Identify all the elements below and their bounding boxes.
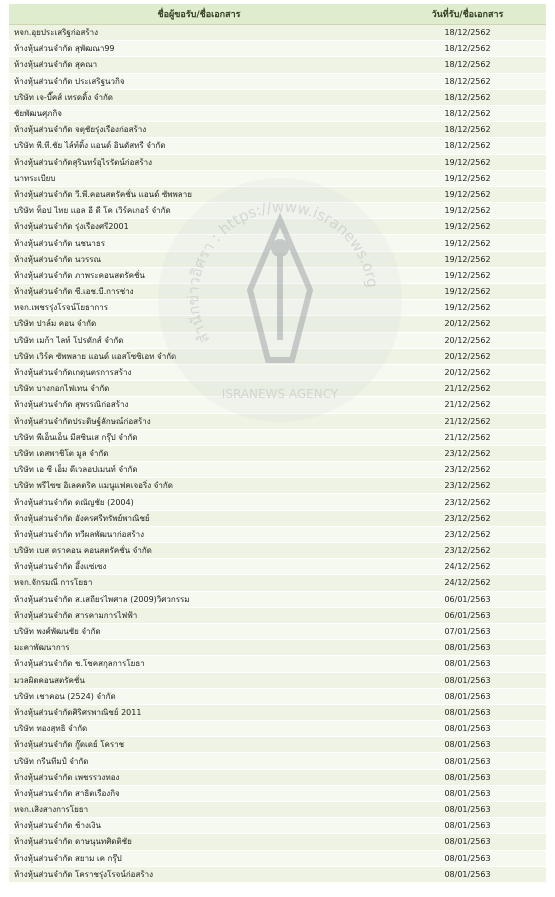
- row-received-date: 20/12/2562: [389, 316, 546, 332]
- row-recipient-name: ห้างหุ้นส่วนจำกัดสุรินทร์อุไรรัตน์ก่อสร้าง: [9, 154, 389, 170]
- table-row: [9, 559, 546, 575]
- row-received-date: 08/01/2563: [389, 850, 546, 866]
- row-recipient-name: บริษัท ทองสุทธิ จำกัด: [9, 721, 389, 737]
- table-row: [9, 138, 546, 154]
- table-row: [9, 122, 546, 138]
- table-row: [9, 413, 546, 429]
- row-recipient-name: บริษัท พีเอ็นเอ็น มีสซินเส กรุ๊ป จำกัด: [9, 429, 389, 445]
- table-row: [9, 429, 546, 445]
- table-row: [9, 478, 546, 494]
- row-recipient-name: หจก.เสิงสางการโยธา: [9, 802, 389, 818]
- row-received-date: 08/01/2563: [389, 769, 546, 785]
- table-row: [9, 25, 546, 41]
- row-received-date: 18/12/2562: [389, 105, 546, 121]
- row-recipient-name: ห้างหุ้นส่วนจำกัดศิริศรพาณิชย์ 2011: [9, 704, 389, 720]
- table-row: [9, 364, 546, 380]
- row-recipient-name: ห้างหุ้นส่วนจำกัด อังครศรีทรัพย์พาณิชย์: [9, 510, 389, 526]
- row-recipient-name: ห้างหุ้นส่วนจำกัด เพชรรวงทอง: [9, 769, 389, 785]
- table-row: [9, 381, 546, 397]
- row-recipient-name: บริษัท เวิร์ค ซัพพลาย แอนด์ แอสโซซิเอท จำกัด: [9, 348, 389, 364]
- row-recipient-name: หจก.เพชรรุ่งโรจน์โยธาการ: [9, 300, 389, 316]
- row-received-date: 08/01/2563: [389, 656, 546, 672]
- table-body: [9, 25, 546, 883]
- row-received-date: 24/12/2562: [389, 559, 546, 575]
- row-recipient-name: ห้างหุ้นส่วนจำกัด นชนาธร: [9, 235, 389, 251]
- row-recipient-name: ห้างหุ้นส่วนจำกัด อึ้งแซ่เซง: [9, 559, 389, 575]
- table-row: [9, 235, 546, 251]
- row-recipient-name: บริษัท เจ-บี๊คส์ เทรดดิ้ง จำกัด: [9, 89, 389, 105]
- row-received-date: 08/01/2563: [389, 688, 546, 704]
- row-recipient-name: ห้างหุ้นส่วนจำกัด นวรรณ: [9, 251, 389, 267]
- row-recipient-name: บริษัท พี.ที.ชัย ไล์ท์ติ้ง แอนด์ อินดัสทรี จำกัด: [9, 138, 389, 154]
- row-received-date: 08/01/2563: [389, 640, 546, 656]
- row-received-date: 23/12/2562: [389, 510, 546, 526]
- row-received-date: 08/01/2563: [389, 785, 546, 801]
- row-recipient-name: บริษัท พรีไซซ อิเลคตริค แมนูแฟคเจอริ่ง จำกัด: [9, 478, 389, 494]
- table-row: [9, 510, 546, 526]
- row-recipient-name: บริษัท เชาคอน (2524) จำกัด: [9, 688, 389, 704]
- row-received-date: 18/12/2562: [389, 73, 546, 89]
- row-recipient-name: ห้างหุ้นส่วนจำกัด รุ่งเรืองศรี2001: [9, 219, 389, 235]
- row-recipient-name: ห้างหุ้นส่วนจำกัด ช้างเงิน: [9, 818, 389, 834]
- row-recipient-name: ห้างหุ้นส่วนจำกัด ช.โชคสกุลการโยธา: [9, 656, 389, 672]
- row-received-date: 18/12/2562: [389, 89, 546, 105]
- row-recipient-name: บริษัท ท็อป ไทย แอล อี ดี โค เวิร์คเกอร์ จำกัด: [9, 203, 389, 219]
- document-table-container: [9, 4, 546, 883]
- watermark-arc-text: สำนักข่าวอิศรา : https://www.isranews.org: [184, 197, 382, 347]
- table-row: [9, 721, 546, 737]
- row-received-date: 20/12/2562: [389, 348, 546, 364]
- row-received-date: 08/01/2563: [389, 672, 546, 688]
- row-received-date: 19/12/2562: [389, 219, 546, 235]
- row-received-date: 21/12/2562: [389, 429, 546, 445]
- table-row: [9, 672, 546, 688]
- row-recipient-name: หจก.จักรมณี การโยธา: [9, 575, 389, 591]
- table-row: [9, 688, 546, 704]
- row-received-date: 19/12/2562: [389, 186, 546, 202]
- row-recipient-name: บริษัท ปาล์ม คอน จำกัด: [9, 316, 389, 332]
- table-row: [9, 543, 546, 559]
- row-received-date: 08/01/2563: [389, 704, 546, 720]
- row-received-date: 21/12/2562: [389, 381, 546, 397]
- row-recipient-name: ห้างหุ้นส่วนจำกัด สยาม เค กรุ๊ป: [9, 850, 389, 866]
- row-recipient-name: มะคาพัฒนาการ: [9, 640, 389, 656]
- table-row: [9, 640, 546, 656]
- row-received-date: 19/12/2562: [389, 154, 546, 170]
- row-received-date: 21/12/2562: [389, 413, 546, 429]
- table-row: [9, 397, 546, 413]
- row-recipient-name: ห้างหุ้นส่วนจำกัดประดิษฐ์ลักษณ์ก่อสร้าง: [9, 413, 389, 429]
- table-row: [9, 753, 546, 769]
- table-row: [9, 656, 546, 672]
- row-received-date: 18/12/2562: [389, 25, 546, 41]
- row-received-date: 23/12/2562: [389, 478, 546, 494]
- table-row: [9, 73, 546, 89]
- row-received-date: 08/01/2563: [389, 866, 546, 882]
- row-recipient-name: ห้างหุ้นส่วนจำกัด ดาษนุนทศิดติชัย: [9, 834, 389, 850]
- table-row: [9, 834, 546, 850]
- recipient-table: [9, 4, 546, 883]
- table-row: [9, 866, 546, 882]
- table-row: [9, 251, 546, 267]
- row-received-date: 20/12/2562: [389, 364, 546, 380]
- row-recipient-name: ห้างหุ้นส่วนจำกัด ภาพระคอนสตรัคชั่น: [9, 267, 389, 283]
- column-header-name: ชื่อผู้ขอรับ/ชื่อเอกสาร: [9, 4, 389, 25]
- table-row: [9, 591, 546, 607]
- table-row: [9, 737, 546, 753]
- table-row: [9, 607, 546, 623]
- row-recipient-name: ห้างหุ้นส่วนจำกัด ส.เสถียรไพศาล (2009)วิศวกรรม: [9, 591, 389, 607]
- row-received-date: 21/12/2562: [389, 397, 546, 413]
- watermark-agency-label: ISRANEWS AGENCY: [221, 387, 339, 401]
- row-received-date: 07/01/2563: [389, 623, 546, 639]
- row-received-date: 18/12/2562: [389, 138, 546, 154]
- row-received-date: 19/12/2562: [389, 267, 546, 283]
- row-received-date: 18/12/2562: [389, 57, 546, 73]
- row-recipient-name: ห้างหุ้นส่วนจำกัด สุพัฒณา99: [9, 41, 389, 57]
- table-row: [9, 105, 546, 121]
- table-header-row: [9, 4, 546, 25]
- row-received-date: 08/01/2563: [389, 721, 546, 737]
- table-row: [9, 316, 546, 332]
- row-recipient-name: มวลผิดคอนสตรัคชั่น: [9, 672, 389, 688]
- table-row: [9, 154, 546, 170]
- table-row: [9, 89, 546, 105]
- row-recipient-name: บริษัท พงศ์พัฒนชัย จำกัด: [9, 623, 389, 639]
- table-row: [9, 462, 546, 478]
- row-received-date: 06/01/2563: [389, 607, 546, 623]
- row-recipient-name: ห้างหุ้นส่วนจำกัด สาธิตเรืองกิจ: [9, 785, 389, 801]
- row-received-date: 18/12/2562: [389, 122, 546, 138]
- table-row: [9, 57, 546, 73]
- table-row: [9, 170, 546, 186]
- table-row: [9, 704, 546, 720]
- row-recipient-name: ห้างหุ้นส่วนจำกัด ทวีผลพัฒนาก่อสร้าง: [9, 526, 389, 542]
- row-recipient-name: บริษัท เดสพาชิโต มูล จำกัด: [9, 445, 389, 461]
- row-recipient-name: บริษัท เอ ซี เอ็ม ดีเวลอปเมนท์ จำกัด: [9, 462, 389, 478]
- table-row: [9, 284, 546, 300]
- row-received-date: 06/01/2563: [389, 591, 546, 607]
- table-row: [9, 623, 546, 639]
- row-recipient-name: ห้างหุ้นส่วนจำกัด สารคามการไฟฟ้า: [9, 607, 389, 623]
- table-row: [9, 203, 546, 219]
- row-recipient-name: ห้างหุ้นส่วนจำกัด โคราชรุ่งโรจน์ก่อสร้าง: [9, 866, 389, 882]
- table-row: [9, 348, 546, 364]
- row-recipient-name: นาทระเบียบ: [9, 170, 389, 186]
- row-recipient-name: ห้างหุ้นส่วนจำกัด จตุชัยรุ่งเรืองก่อสร้าง: [9, 122, 389, 138]
- row-recipient-name: ห้างหุ้นส่วนจำกัด กู๊ดเดย์ โคราช: [9, 737, 389, 753]
- row-received-date: 23/12/2562: [389, 445, 546, 461]
- column-header-date: วันที่รับ/ชื่อเอกสาร: [389, 4, 546, 25]
- table-row: [9, 850, 546, 866]
- table-row: [9, 818, 546, 834]
- row-recipient-name: ห้างหุ้นส่วนจำกัด ซี.เอช.บี.การช่าง: [9, 284, 389, 300]
- row-received-date: 08/01/2563: [389, 818, 546, 834]
- row-received-date: 24/12/2562: [389, 575, 546, 591]
- table-row: [9, 526, 546, 542]
- row-recipient-name: หจก.อุยประเสริฐก่อสร้าง: [9, 25, 389, 41]
- row-received-date: 23/12/2562: [389, 494, 546, 510]
- row-recipient-name: ห้างหุ้นส่วนจำกัด วี.พี.คอนสตรัคชั่น แอนด์ ซัพพลาย: [9, 186, 389, 202]
- row-recipient-name: บริษัท กรีนทีมป์ จำกัด: [9, 753, 389, 769]
- row-recipient-name: บริษัท เมก้า ไลท์ โปรดักส์ จำกัด: [9, 332, 389, 348]
- table-row: [9, 41, 546, 57]
- table-row: [9, 332, 546, 348]
- table-row: [9, 802, 546, 818]
- row-received-date: 23/12/2562: [389, 526, 546, 542]
- row-recipient-name: ห้างหุ้นส่วนจำกัด ประเสริฐนวกิจ: [9, 73, 389, 89]
- row-recipient-name: บริษัท เบส ดราคอน คอนสตรัคชั่น จำกัด: [9, 543, 389, 559]
- table-row: [9, 267, 546, 283]
- table-row: [9, 300, 546, 316]
- table-row: [9, 494, 546, 510]
- row-received-date: 19/12/2562: [389, 170, 546, 186]
- table-row: [9, 219, 546, 235]
- row-received-date: 08/01/2563: [389, 737, 546, 753]
- table-row: [9, 575, 546, 591]
- row-recipient-name: ห้างหุ้นส่วนจำกัดเกดุนตรการสร้าง: [9, 364, 389, 380]
- row-received-date: 19/12/2562: [389, 203, 546, 219]
- table-row: [9, 445, 546, 461]
- row-received-date: 08/01/2563: [389, 753, 546, 769]
- row-received-date: 19/12/2562: [389, 235, 546, 251]
- table-row: [9, 785, 546, 801]
- row-recipient-name: ห้างหุ้นส่วนจำกัด สุคณา: [9, 57, 389, 73]
- row-recipient-name: ชัยพัฒนศุภกิจ: [9, 105, 389, 121]
- table-row: [9, 769, 546, 785]
- row-recipient-name: ห้างหุ้นส่วนจำกัด ดณัญชัย (2004): [9, 494, 389, 510]
- row-received-date: 20/12/2562: [389, 332, 546, 348]
- row-received-date: 08/01/2563: [389, 834, 546, 850]
- row-received-date: 19/12/2562: [389, 284, 546, 300]
- row-received-date: 23/12/2562: [389, 543, 546, 559]
- row-received-date: 19/12/2562: [389, 251, 546, 267]
- row-received-date: 19/12/2562: [389, 300, 546, 316]
- row-recipient-name: บริษัท บางกอกไฟเทน จำกัด: [9, 381, 389, 397]
- row-received-date: 18/12/2562: [389, 41, 546, 57]
- row-received-date: 08/01/2563: [389, 802, 546, 818]
- row-recipient-name: ห้างหุ้นส่วนจำกัด สุพรรณิก่อสร้าง: [9, 397, 389, 413]
- row-received-date: 23/12/2562: [389, 462, 546, 478]
- table-row: [9, 186, 546, 202]
